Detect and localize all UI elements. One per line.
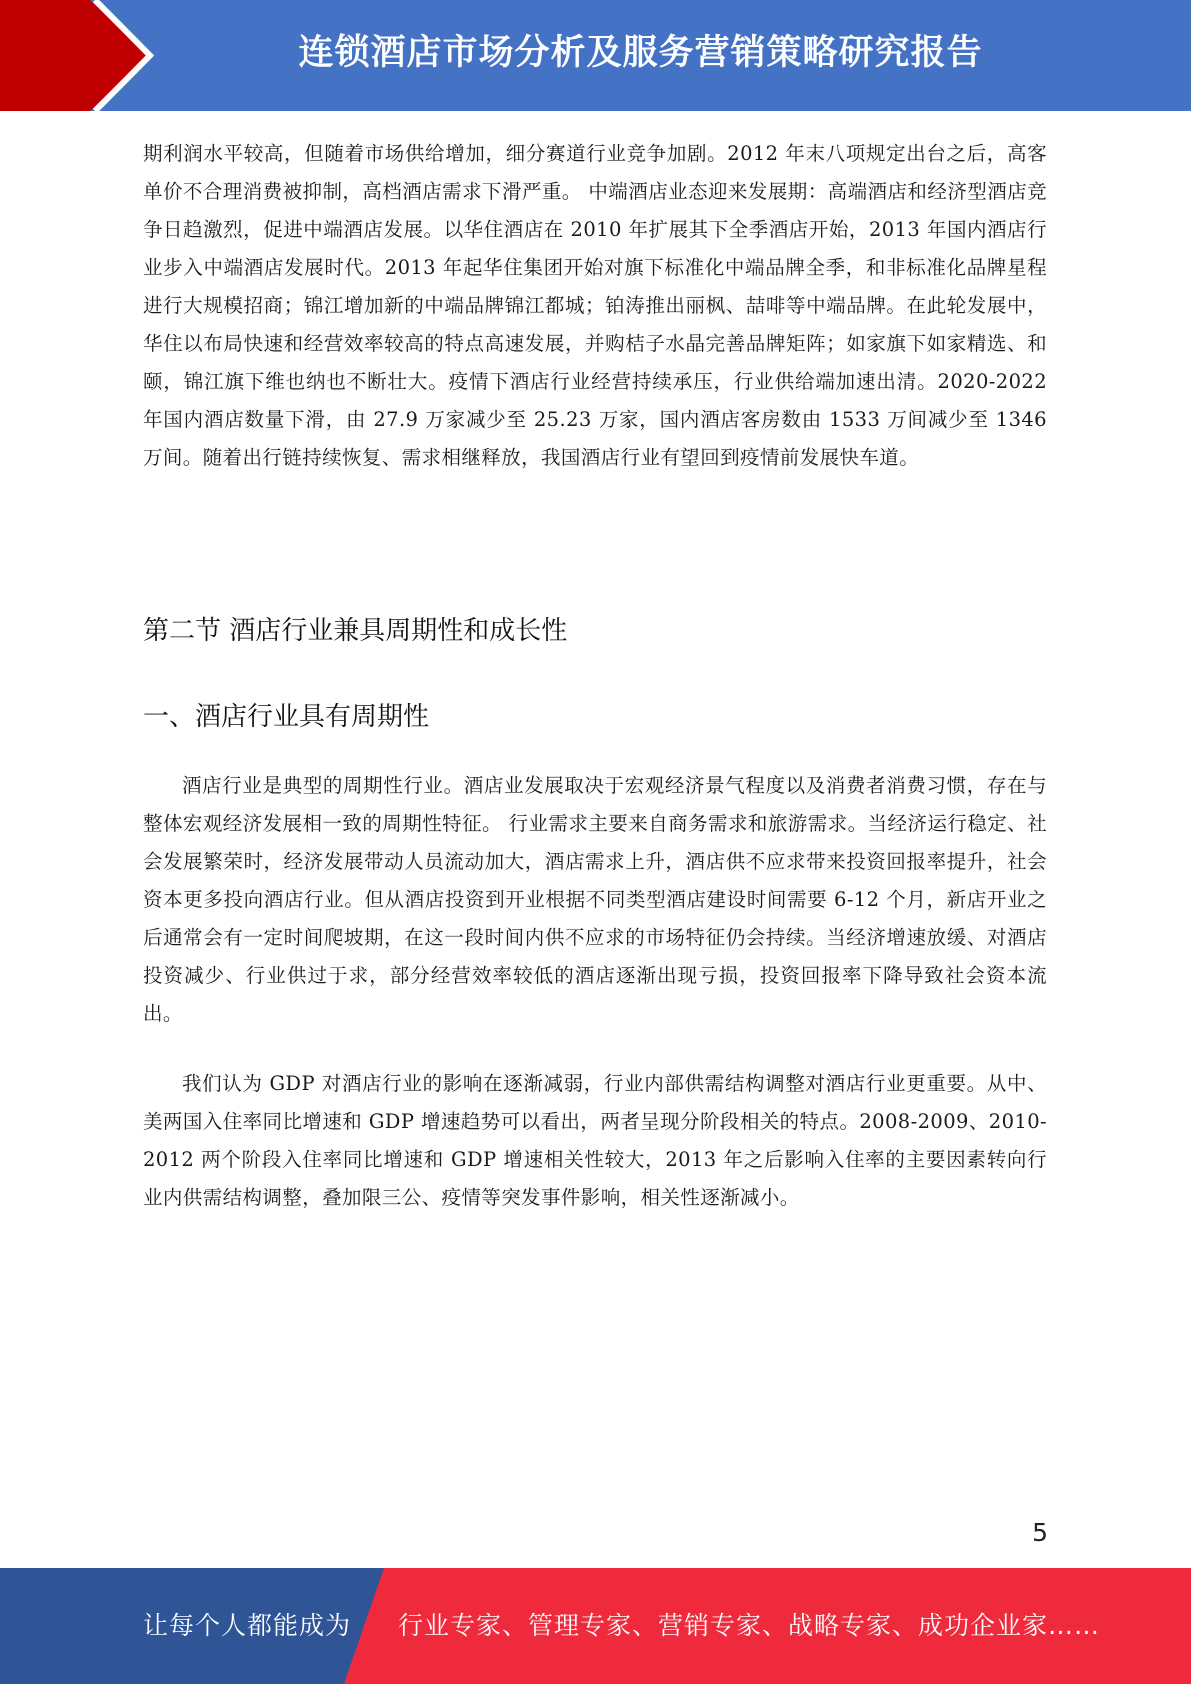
header-arrow-decoration	[0, 0, 160, 111]
intro-block	[143, 135, 1047, 477]
page-number: 5	[1032, 1518, 1048, 1547]
subsection-heading: 一、酒店行业具有周期性	[143, 702, 430, 732]
page-footer	[0, 1568, 1191, 1684]
section-heading: 第二节 酒店行业兼具周期性和成长性	[143, 616, 568, 646]
footer-slogan-left: 让每个人都能成为	[143, 1611, 352, 1640]
footer-slogan-right: 行业专家、管理专家、营销专家、战略专家、成功企业家……	[398, 1611, 1101, 1640]
report-title: 连锁酒店市场分析及服务营销策略研究报告	[298, 33, 983, 73]
intro-paragraph: 期利润水平较高，但随着市场供给增加，细分赛道行业竞争加剧。2012 年末八项规定出台之后，高客单价不合理消费被抑制，高档酒店需求下滑严重。 中端酒店业态迎来发展期：高端酒店和经济型酒店竞争日趋激烈，促进中端酒店发展。以华住酒店在 2010 年扩展其下全季酒店开始，2013 年国内酒店行业步入中端酒店发展时代。2013 年起华住集团开始对旗下标准化中端品牌全季，和非标准化品牌星程进行大规模招商；锦江增加新的中端品牌锦江都城；铂涛推出丽枫、喆啡等中端品牌。在此轮发展中，华住以布局快速和经营效率较高的特点高速发展，并购桔子水晶完善品牌矩阵；如家旗下如家精选、和颐，锦江旗下维也纳也不断壮大。疫情下酒店行业经营持续承压，行业供给端加速出清。2020-2022 年国内酒店数量下滑，由 27.9 万家减少至 25.23 万家，国内酒店客房数由 1533 万间减少至 1346 万间。随着出行链持续恢复、需求相继释放，我国酒店行业有望回到疫情前发展快车道。	[143, 142, 1047, 469]
body-block-1	[143, 767, 1047, 1033]
page-header	[0, 0, 1191, 111]
body-paragraph: 酒店行业是典型的周期性行业。酒店业发展取决于宏观经济景气程度以及消费者消费习惯，存在与整体宏观经济发展相一致的周期性特征。 行业需求主要来自商务需求和旅游需求。当经济运行稳定、社会发展繁荣时，经济发展带动人员流动加大，酒店需求上升，酒店供不应求带来投资回报率提升，社会资本更多投向酒店行业。但从酒店投资到开业根据不同类型酒店建设时间需要 6-12 个月，新店开业之后通常会有一定时间爬坡期，在这一段时间内供不应求的市场特征仍会持续。当经济增速放缓、对酒店投资减少、行业供过于求，部分经营效率较低的酒店逐渐出现亏损，投资回报率下降导致社会资本流出。	[143, 774, 1047, 1025]
body-block-2	[143, 1065, 1047, 1217]
body-paragraph: 我们认为 GDP 对酒店行业的影响在逐渐减弱，行业内部供需结构调整对酒店行业更重要。从中、美两国入住率同比增速和 GDP 增速趋势可以看出，两者呈现分阶段相关的特点。2008-2009、2010-2012 两个阶段入住率同比增速和 GDP 增速相关性较大，2013 年之后影响入住率的主要因素转向行业内供需结构调整，叠加限三公、疫情等突发事件影响，相关性逐渐减小。	[143, 1072, 1047, 1209]
